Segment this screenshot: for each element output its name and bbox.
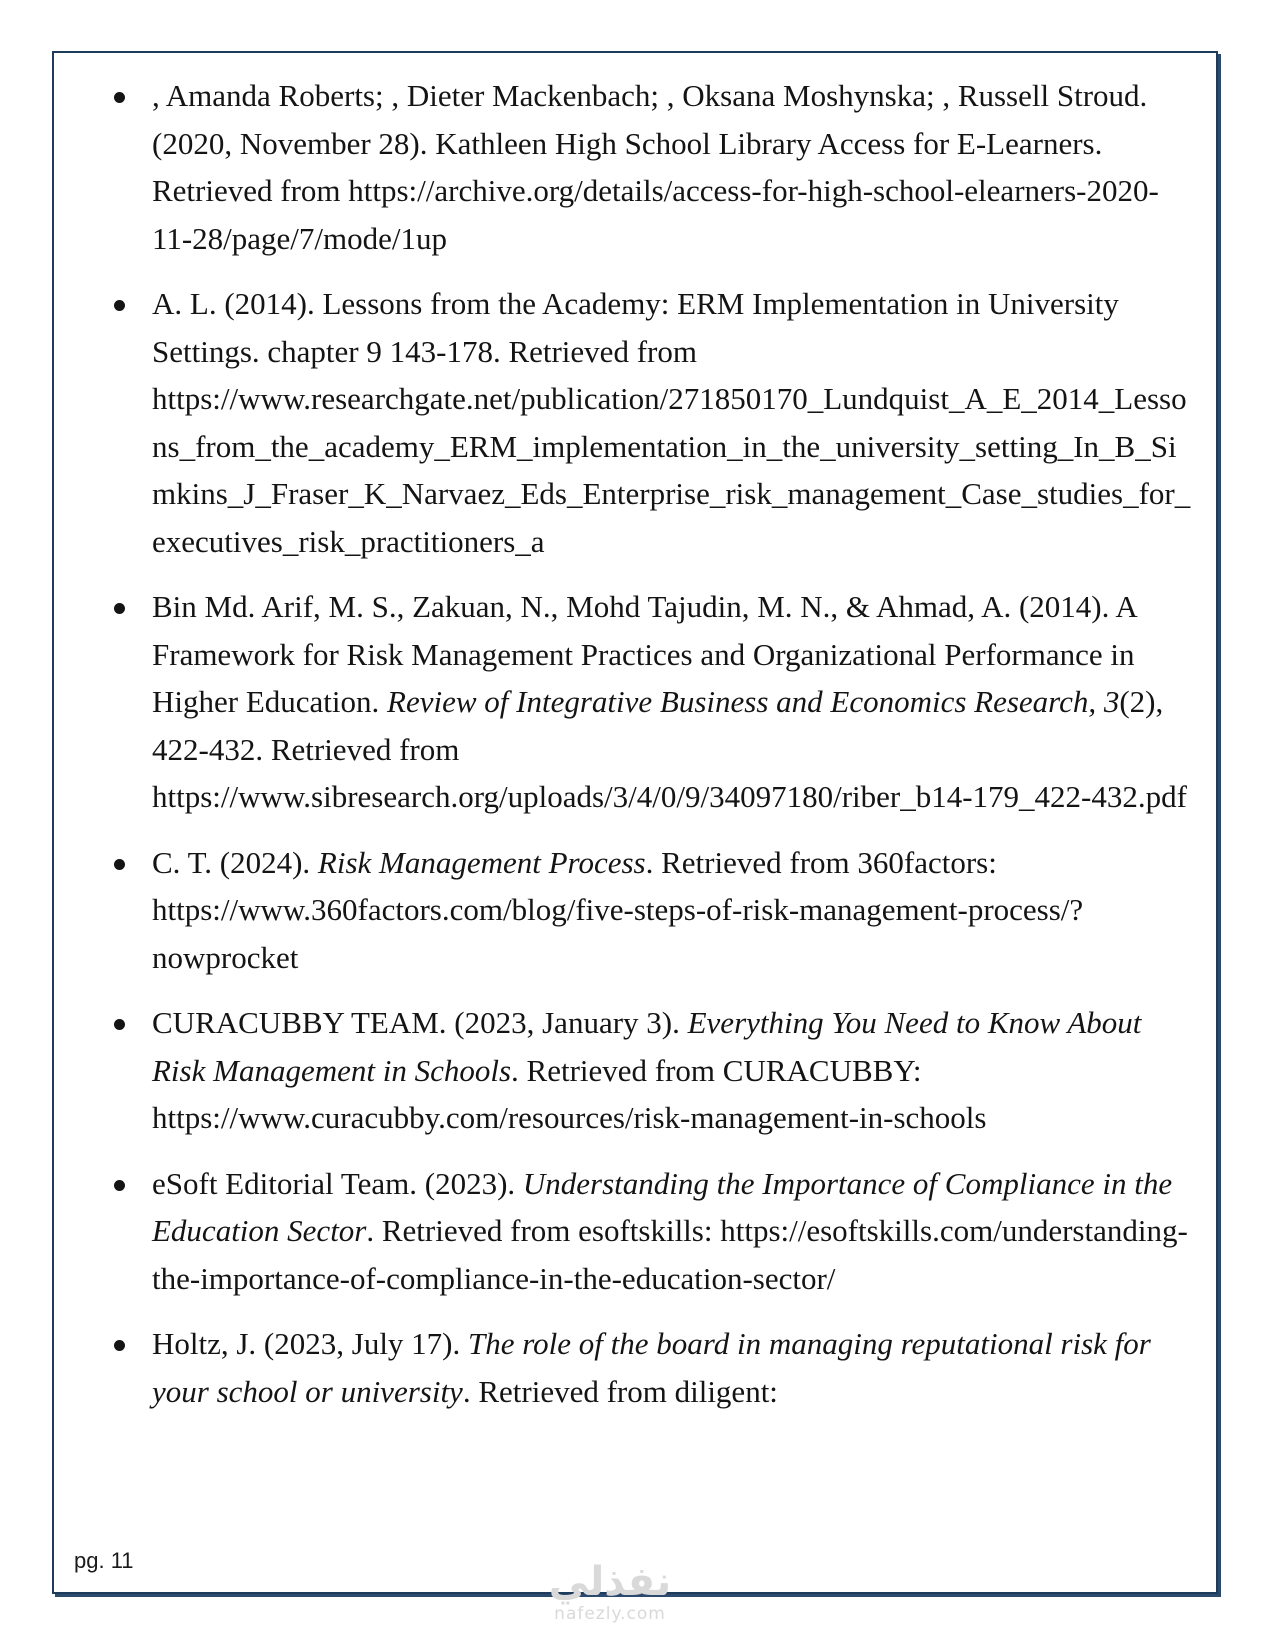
reference-title-italic: Risk Management Process	[317, 844, 646, 880]
watermark-url: nafezly.com	[554, 1604, 666, 1624]
reference-item	[112, 1320, 1192, 1415]
reference-text: A. L. (2014). Lessons from the Academy: ERM Implementation in University Settings. chapter 9 143-178. Retrieved from https://www.researchgate.net/publication/271850170_Lundquist_A_E_2014_Lessons_from_the_academy_ERM_implementation_in_the_university_setting_In_B_Simkins_J_Fraser_K_Narvaez_Eds_Enterprise_risk_management_Case_studies_for_executives_risk_practitioners_a	[152, 286, 1191, 559]
reference-text-tail: . Retrieved from 360factors: https://www.360factors.com/blog/five-steps-of-risk-management-process/?nowprocket	[152, 844, 1084, 975]
reference-title-italic: Review of Integrative Business and Economics Research, 3	[387, 684, 1120, 719]
reference-text: eSoft Editorial Team. (2023).	[152, 1165, 523, 1201]
watermark-arabic: نفذلي	[548, 1559, 672, 1605]
reference-item	[112, 72, 1192, 262]
reference-list	[112, 72, 1192, 1433]
watermark-logo	[520, 1560, 700, 1624]
page-number: pg. 11	[74, 1548, 134, 1573]
bullet-icon	[114, 1340, 125, 1351]
reference-text: , Amanda Roberts; , Dieter Mackenbach; , Oksana Moshynska; , Russell Stroud. (2020, November 28). Kathleen High School Library Access for E-Learners. Retrieved from https://archive.org/details/access-for-high-school-elearners-2020-11-28/page/7/mode/1up	[152, 78, 1159, 256]
bullet-icon	[114, 1180, 125, 1191]
reference-text-tail: (2), 422-432. Retrieved from https://www.sibresearch.org/uploads/3/4/0/9/34097180/riber_b14-179_422-432.pdf	[152, 684, 1187, 814]
reference-text-tail: . Retrieved from diligent:	[462, 1373, 778, 1409]
reference-text: Bin Md. Arif, M. S., Zakuan, N., Mohd Tajudin, M. N., & Ahmad, A. (2014). A Framework for Risk Management Practices and Organizational Performance in Higher Education.	[152, 589, 1137, 719]
reference-text: Holtz, J. (2023, July 17).	[152, 1326, 469, 1361]
reference-text: C. T. (2024).	[152, 844, 318, 880]
reference-item	[112, 1160, 1192, 1303]
reference-text-tail: . Retrieved from esoftskills: https://esoftskills.com/understanding-the-importance-of-compliance-in-the-education-sector/	[152, 1213, 1188, 1296]
reference-item	[112, 839, 1192, 982]
reference-item	[112, 999, 1192, 1142]
reference-title-italic: The role of the board in managing reputational risk for your school or university	[152, 1326, 1151, 1409]
reference-text: CURACUBBY TEAM. (2023, January 3).	[152, 1005, 688, 1040]
reference-title-italic: Understanding the Importance of Compliance in the Education Sector	[152, 1165, 1173, 1248]
bullet-icon	[114, 1019, 125, 1030]
reference-title-italic: Everything You Need to Know About Risk Management in Schools	[152, 1005, 1142, 1088]
bullet-icon	[114, 603, 125, 614]
reference-item	[112, 583, 1192, 821]
reference-text-tail: . Retrieved from CURACUBBY: https://www.curacubby.com/resources/risk-management-in-schools	[152, 1052, 987, 1135]
bullet-icon	[114, 300, 125, 311]
bullet-icon	[114, 859, 125, 870]
bullet-icon	[114, 92, 125, 103]
reference-item	[112, 280, 1192, 565]
